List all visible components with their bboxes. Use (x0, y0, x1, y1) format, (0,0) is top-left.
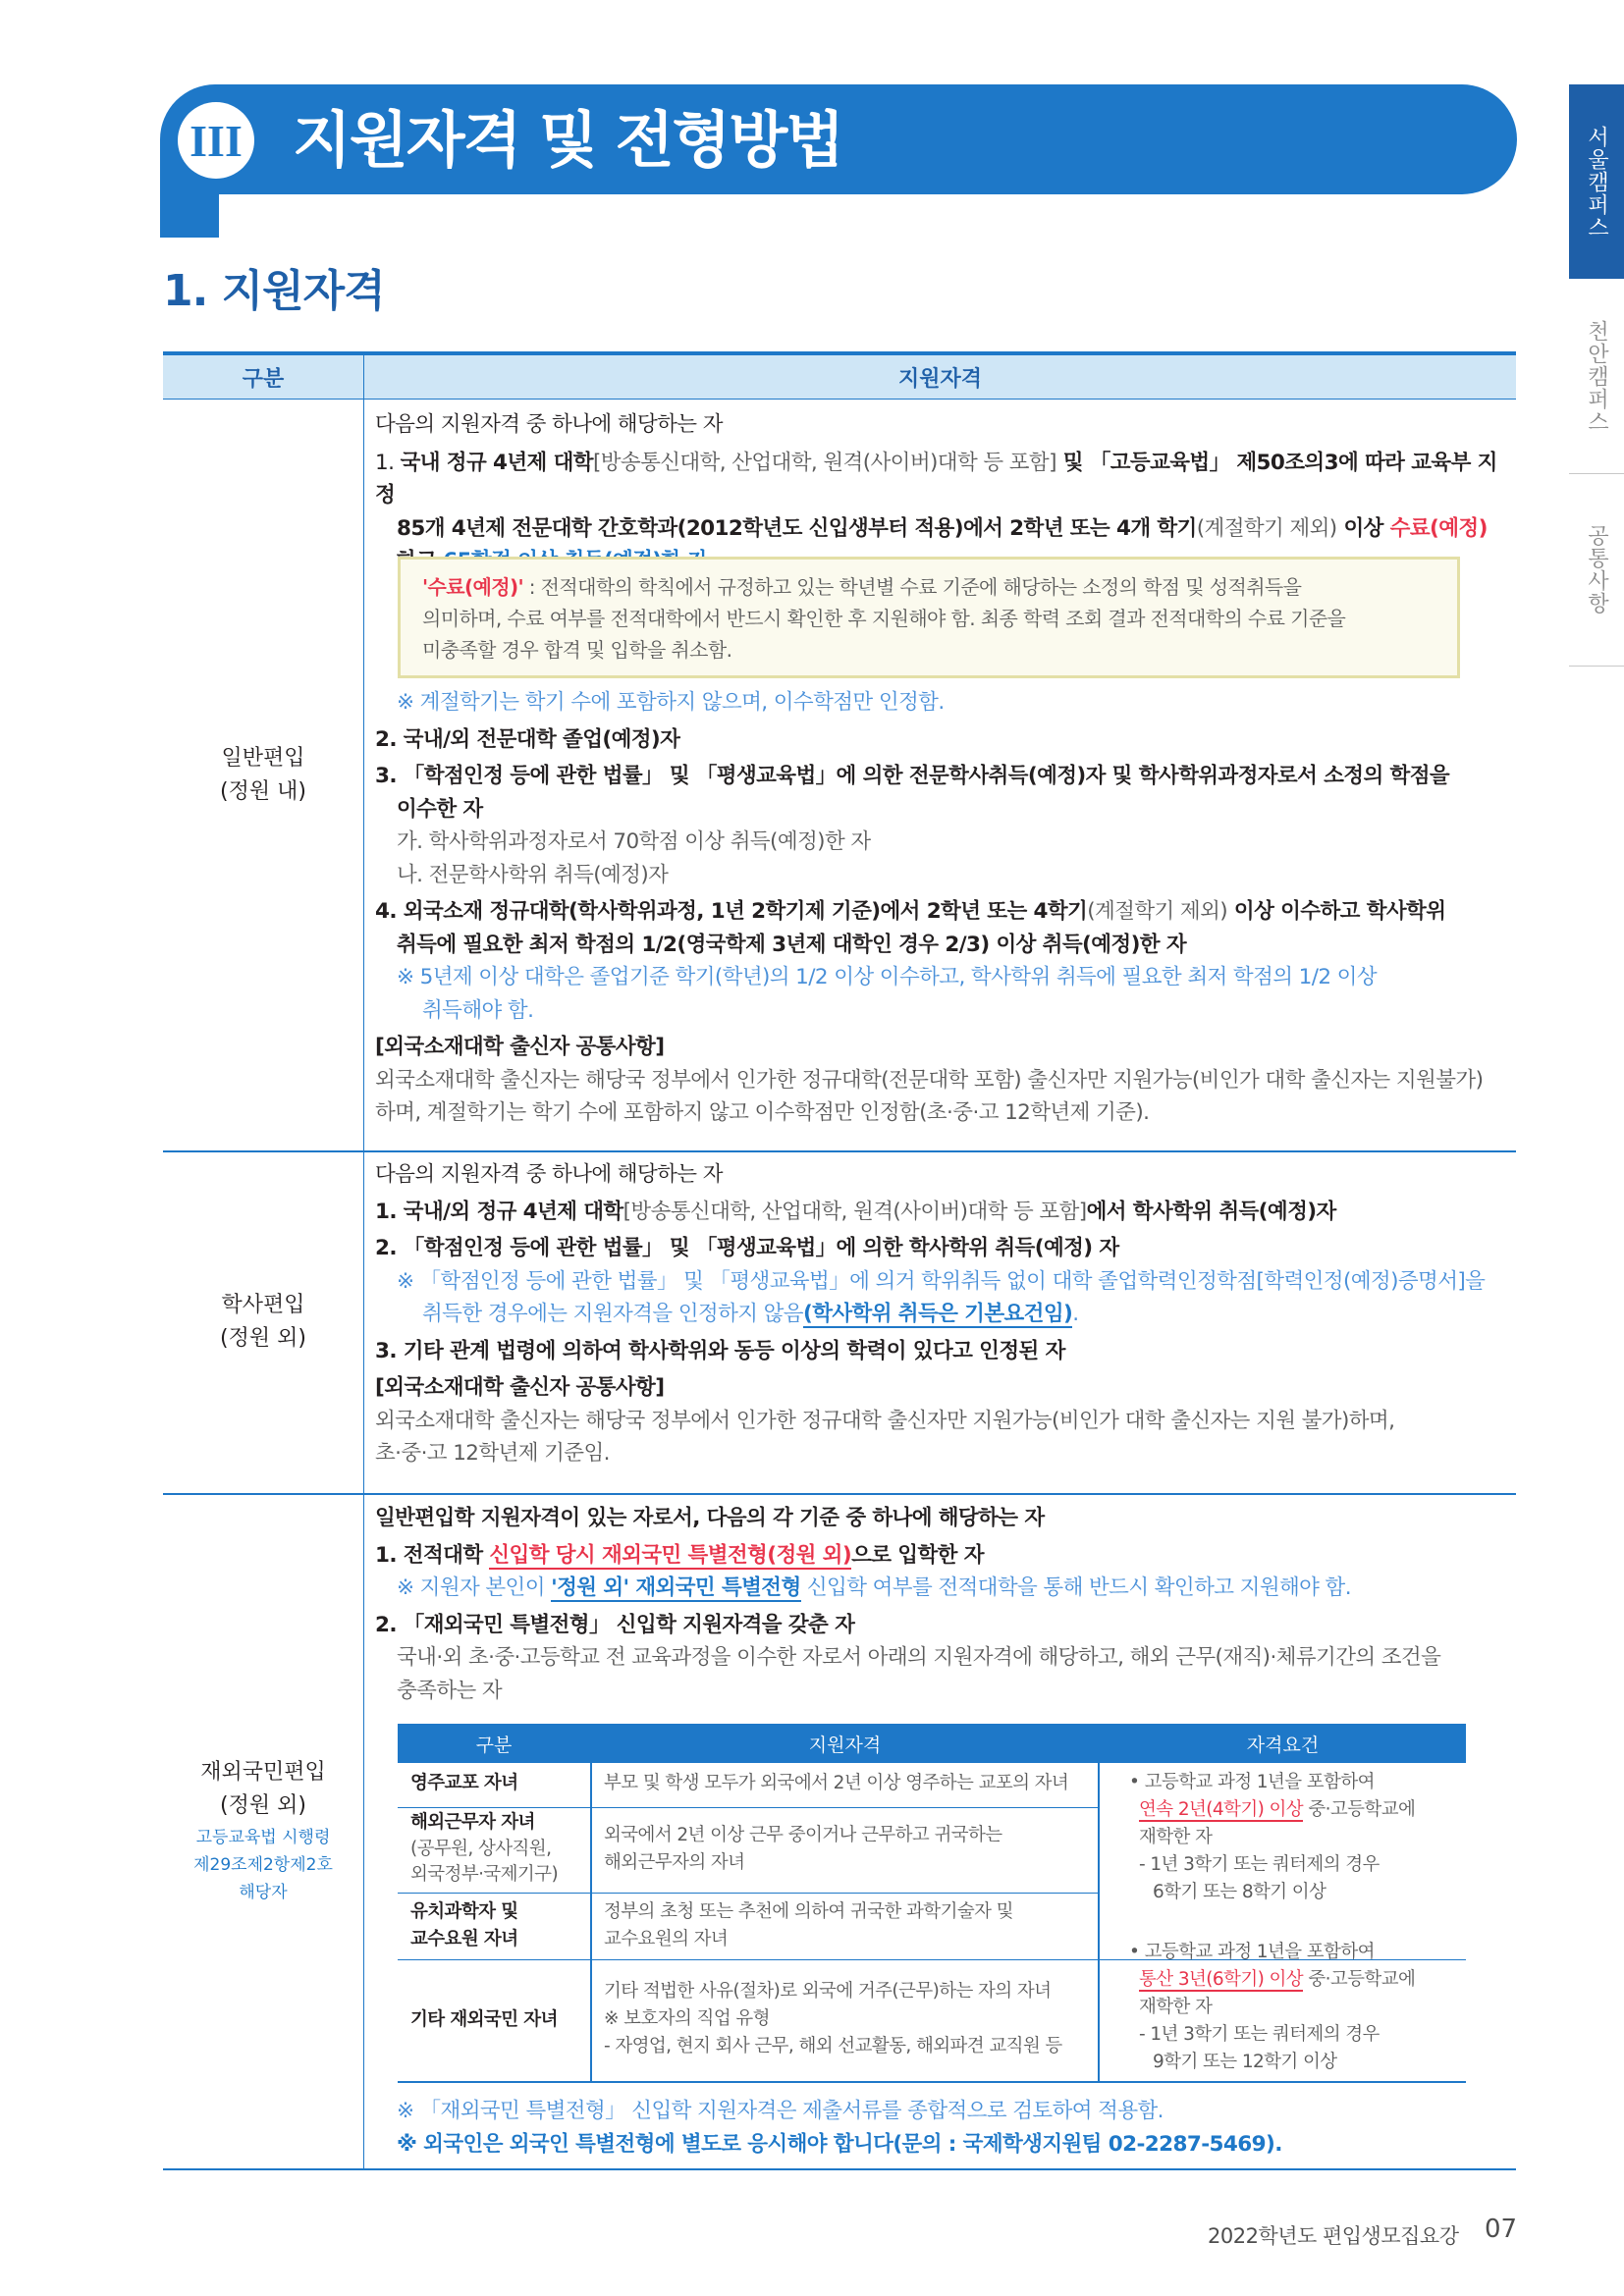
inner-header-category: 구분 (475, 1734, 513, 1756)
item-1: 1. 국내/외 정규 4년제 대학[방송통신대학, 산업대학, 원격(사이버)대학 등 포함]에서 학사학위 취득(예정)자 (375, 1199, 1336, 1224)
requirement-consecutive: • 고등학교 과정 1년을 포함하여 연속 2년(4학기) 이상 중·고등학교에 재학한 자 - 1년 3학기 또는 쿼터제의 경우 6학기 또는 8학기 이상 (1129, 1772, 1416, 1902)
foreign-heading: [외국소재대학 출신자 공통사항] (375, 1035, 665, 1059)
row-divider (163, 399, 1516, 400)
section-title: 1. 지원자격 (163, 266, 385, 316)
item-4: 4. 외국소재 정규대학(학사학위과정, 1년 2학기제 기준)에서 2학년 또는 4학기(계절학기 제외) 이상 이수하고 학사학위 (375, 899, 1446, 924)
table-cell: 기타 재외국민 자녀 (410, 2009, 558, 2030)
completion-definition-box: '수료(예정)' : 전적대학의 학칙에서 규정하고 있는 학년별 수료 기준에 해당하는 소정의 학점 및 성적취득을 의미하며, 수료 여부를 전적대학에서 반드시 확인한 후 지원해야 함. 최종 학력 조회 결과 전적대학의 수료 기준을 미충족할 경우 합격 및 입학을 취소함. (398, 557, 1460, 678)
item-1: 1. 국내 정규 4년제 대학[방송통신대학, 산업대학, 원격(사이버)대학 등 포함] 및 「고등교육법」 제50조의3에 따라 교육부 지정 (375, 450, 1497, 507)
inner-table-bottom (398, 2081, 1466, 2083)
table-cell: 기타 적법한 사유(절차)로 외국에 거주(근무)하는 자의 자녀 ※ 보호자의 직업 유형 - 자영업, 현지 회사 근무, 해외 선교활동, 해외파견 교직원 등 (604, 1981, 1062, 2056)
table-cell: 영주교포 자녀 (410, 1773, 518, 1793)
bachelor-content: 다음의 지원자격 중 하나에 해당하는 자 1. 국내/외 정규 4년제 대학[방송통신대학, 산업대학, 원격(사이버)대학 등 포함]에서 학사학위 취득(예정)자 2. 「학점인정 등에 관한 법률」 및 「평생교육법」에 의한 학사학위 취득(예정) 자 ※ 「학점인정 등에 관한 법률」 및 「평생교육법」에 의거 학위취득 없이 대학 졸업학력인정학점[학력인정(예정)증명서]을 취득한 경우에는 지원자격을 인정하지 않음(학사학위 취득은 기본요건임). 3. 기타 관계 법령에 의하여 학사학위와 동등 이상의 학력이 있다고 인정된 자 [외국소재대학 출신자 공통사항] 외국소재대학 출신자는 해당국 정부에서 인가한 정규대학 출신자만 지원가능(비인가 대학 출신자는 지원 불가)하며, 초·중·고 12학년제 기준임. (375, 1158, 1514, 1470)
row-divider (163, 1150, 1516, 1152)
inner-column-divider (1098, 1724, 1100, 2082)
side-tab-seoul[interactable]: 서울캠퍼스 (1569, 84, 1624, 279)
header-qualification: 지원자격 (897, 366, 982, 392)
side-divider (1569, 666, 1624, 667)
footer-title: 2022학년도 편입생모집요강 (1208, 2224, 1459, 2248)
banner-tail-cut (219, 194, 307, 263)
inner-header-qualification: 지원자격 (808, 1734, 882, 1756)
table-cell: 해외근무자 자녀 (공무원, 상사직원, 외국정부·국제기구) (410, 1812, 559, 1885)
side-tab-common[interactable]: 공통사항 (1584, 524, 1609, 614)
table-cell: 유치과학자 및 교수요원 자녀 (410, 1901, 518, 1949)
item-3: 3. 기타 관계 법령에 의하여 학사학위와 동등 이상의 학력이 있다고 인정된 자 (375, 1338, 1065, 1363)
chapter-title: 지원자격 및 전형방법 (293, 104, 843, 176)
item-2: 2. 「재외국민 특별전형」 신입학 지원자격을 갖춘 자 (375, 1612, 855, 1637)
page-number: 07 (1485, 2215, 1518, 2244)
side-divider (1569, 473, 1624, 474)
chapter-number: III (178, 102, 254, 179)
table-cell: 정부의 초청 또는 추천에 의하여 귀국한 과학기술자 및 교수요원의 자녀 (604, 1901, 1013, 1949)
inner-row-divider (398, 1893, 1098, 1894)
category-bachelor: 학사편입 (정원 외) (220, 1293, 306, 1351)
table-cell: 외국에서 2년 이상 근무 중이거나 근무하고 귀국하는 해외근무자의 자녀 (604, 1825, 1002, 1873)
item-2: 2. 「학점인정 등에 관한 법률」 및 「평생교육법」에 의한 학사학위 취득(예정) 자 (375, 1236, 1119, 1260)
general-content-cont: ※ 계절학기는 학기 수에 포함하지 않으며, 이수학점만 인정함. 2. 국내/외 전문대학 졸업(예정)자 3. 「학점인정 등에 관한 법률」 및 「평생교육법」에 의한 전문학사취득(예정)자 및 학사학위과정자로서 소정의 학점을 이수한 자 가. 학사학위과정자로서 70학점 이상 취득(예정)한 자 나. 전문학사학위 취득(예정)자 4. 외국소재 정규대학(학사학위과정, 1년 2학기제 기준)에서 2학년 또는 4학기(계절학기 제외) 이상 이수하고 학사학위 취득에 필요한 최저 학점의 1/2(영국학제 3년제 대학인 경우 2/3) 이상 취득(예정)한 자 ※ 5년제 이상 대학은 졸업기준 학기(학년)의 1/2 이상 이수하고, 학사학위 취득에 필요한 최저 학점의 1/2 이상 취득해야 함. [외국소재대학 출신자 공통사항] 외국소재대학 출신자는 해당국 정부에서 인가한 정규대학(전문대학 포함) 출신자만 지원가능(비인가 대학 출신자는 지원불가) 하며, 계절학기는 학기 수에 포함하지 않고 이수학점만 인정함(초·중·고 12학년제 기준). (375, 686, 1514, 1130)
item-3: 3. 「학점인정 등에 관한 법률」 및 「평생교육법」에 의한 전문학사취득(예정)자 및 학사학위과정자로서 소정의 학점을 (375, 764, 1450, 788)
header-category: 구분 (242, 366, 285, 392)
inner-column-divider (590, 1724, 592, 2082)
inner-header-requirement: 자격요건 (1246, 1734, 1320, 1756)
row-divider (163, 1493, 1516, 1495)
category-general: 일반편입 (정원 내) (220, 746, 306, 804)
table-bottom-border (163, 2168, 1516, 2170)
item-1: 1. 전적대학 신입학 당시 재외국민 특별전형(정원 외)으로 입학한 자 (375, 1542, 984, 1568)
side-tab-cheonan[interactable]: 천안캠퍼스 (1584, 319, 1609, 433)
overseas-notes: ※ 「재외국민 특별전형」 신입학 지원자격은 제출서류를 종합적으로 검토하여 적용함. ※ 외국인은 외국인 특별전형에 별도로 응시해야 합니다(문의 : 국제학생지원팀 02-2287-5469). (397, 2099, 1282, 2157)
inner-row-divider (398, 1807, 1098, 1808)
general-content: 다음의 지원자격 중 하나에 해당하는 자 1. 국내 정규 4년제 대학[방송통신대학, 산업대학, 원격(사이버)대학 등 포함] 및 「고등교육법」 제50조의3에 따라 교육부 지정 85개 4년제 전문대학 간호학과(2012학년도 신입생부터 적용)에서 2학년 또는 4개 학기(계절학기 제외) 이상 수료(예정) (375, 408, 1514, 578)
note: ※ 계절학기는 학기 수에 포함하지 않으며, 이수학점만 인정함. (397, 690, 945, 715)
item-2: 2. 국내/외 전문대학 졸업(예정)자 (375, 726, 680, 752)
column-divider (363, 355, 364, 2169)
category-overseas: 재외국민편입 (정원 외) 고등교육법 시행령 제29조제2항제2호 해당자 (193, 1760, 333, 1902)
overseas-content: 일반편입학 지원자격이 있는 자로서, 다음의 각 기준 중 하나에 해당하는 자 1. 전적대학 신입학 당시 재외국민 특별전형(정원 외)으로 입학한 자 ※ 지원자 본인이 '정원 외' 재외국민 특별전형 신입학 여부를 전적대학을 통해 반드시 확인하고 지원해야 함. 2. 「재외국민 특별전형」 신입학 지원자격을 갖춘 자 국내·외 초·중·고등학교 전 교육과정을 이수한 자로서 아래의 지원자격에 해당하고, 해외 근무(재직)·체류기간의 조건을 충족하는 자 (375, 1502, 1514, 1707)
requirement-cumulative: • 고등학교 과정 1년을 포함하여 통산 3년(6학기) 이상 중·고등학교에 재학한 자 - 1년 3학기 또는 쿼터제의 경우 9학기 또는 12학기 이상 (1129, 1942, 1416, 2072)
table-cell: 부모 및 학생 모두가 외국에서 2년 이상 영주하는 교포의 자녀 (604, 1773, 1069, 1793)
intro: 다음의 지원자격 중 하나에 해당하는 자 (375, 412, 723, 437)
